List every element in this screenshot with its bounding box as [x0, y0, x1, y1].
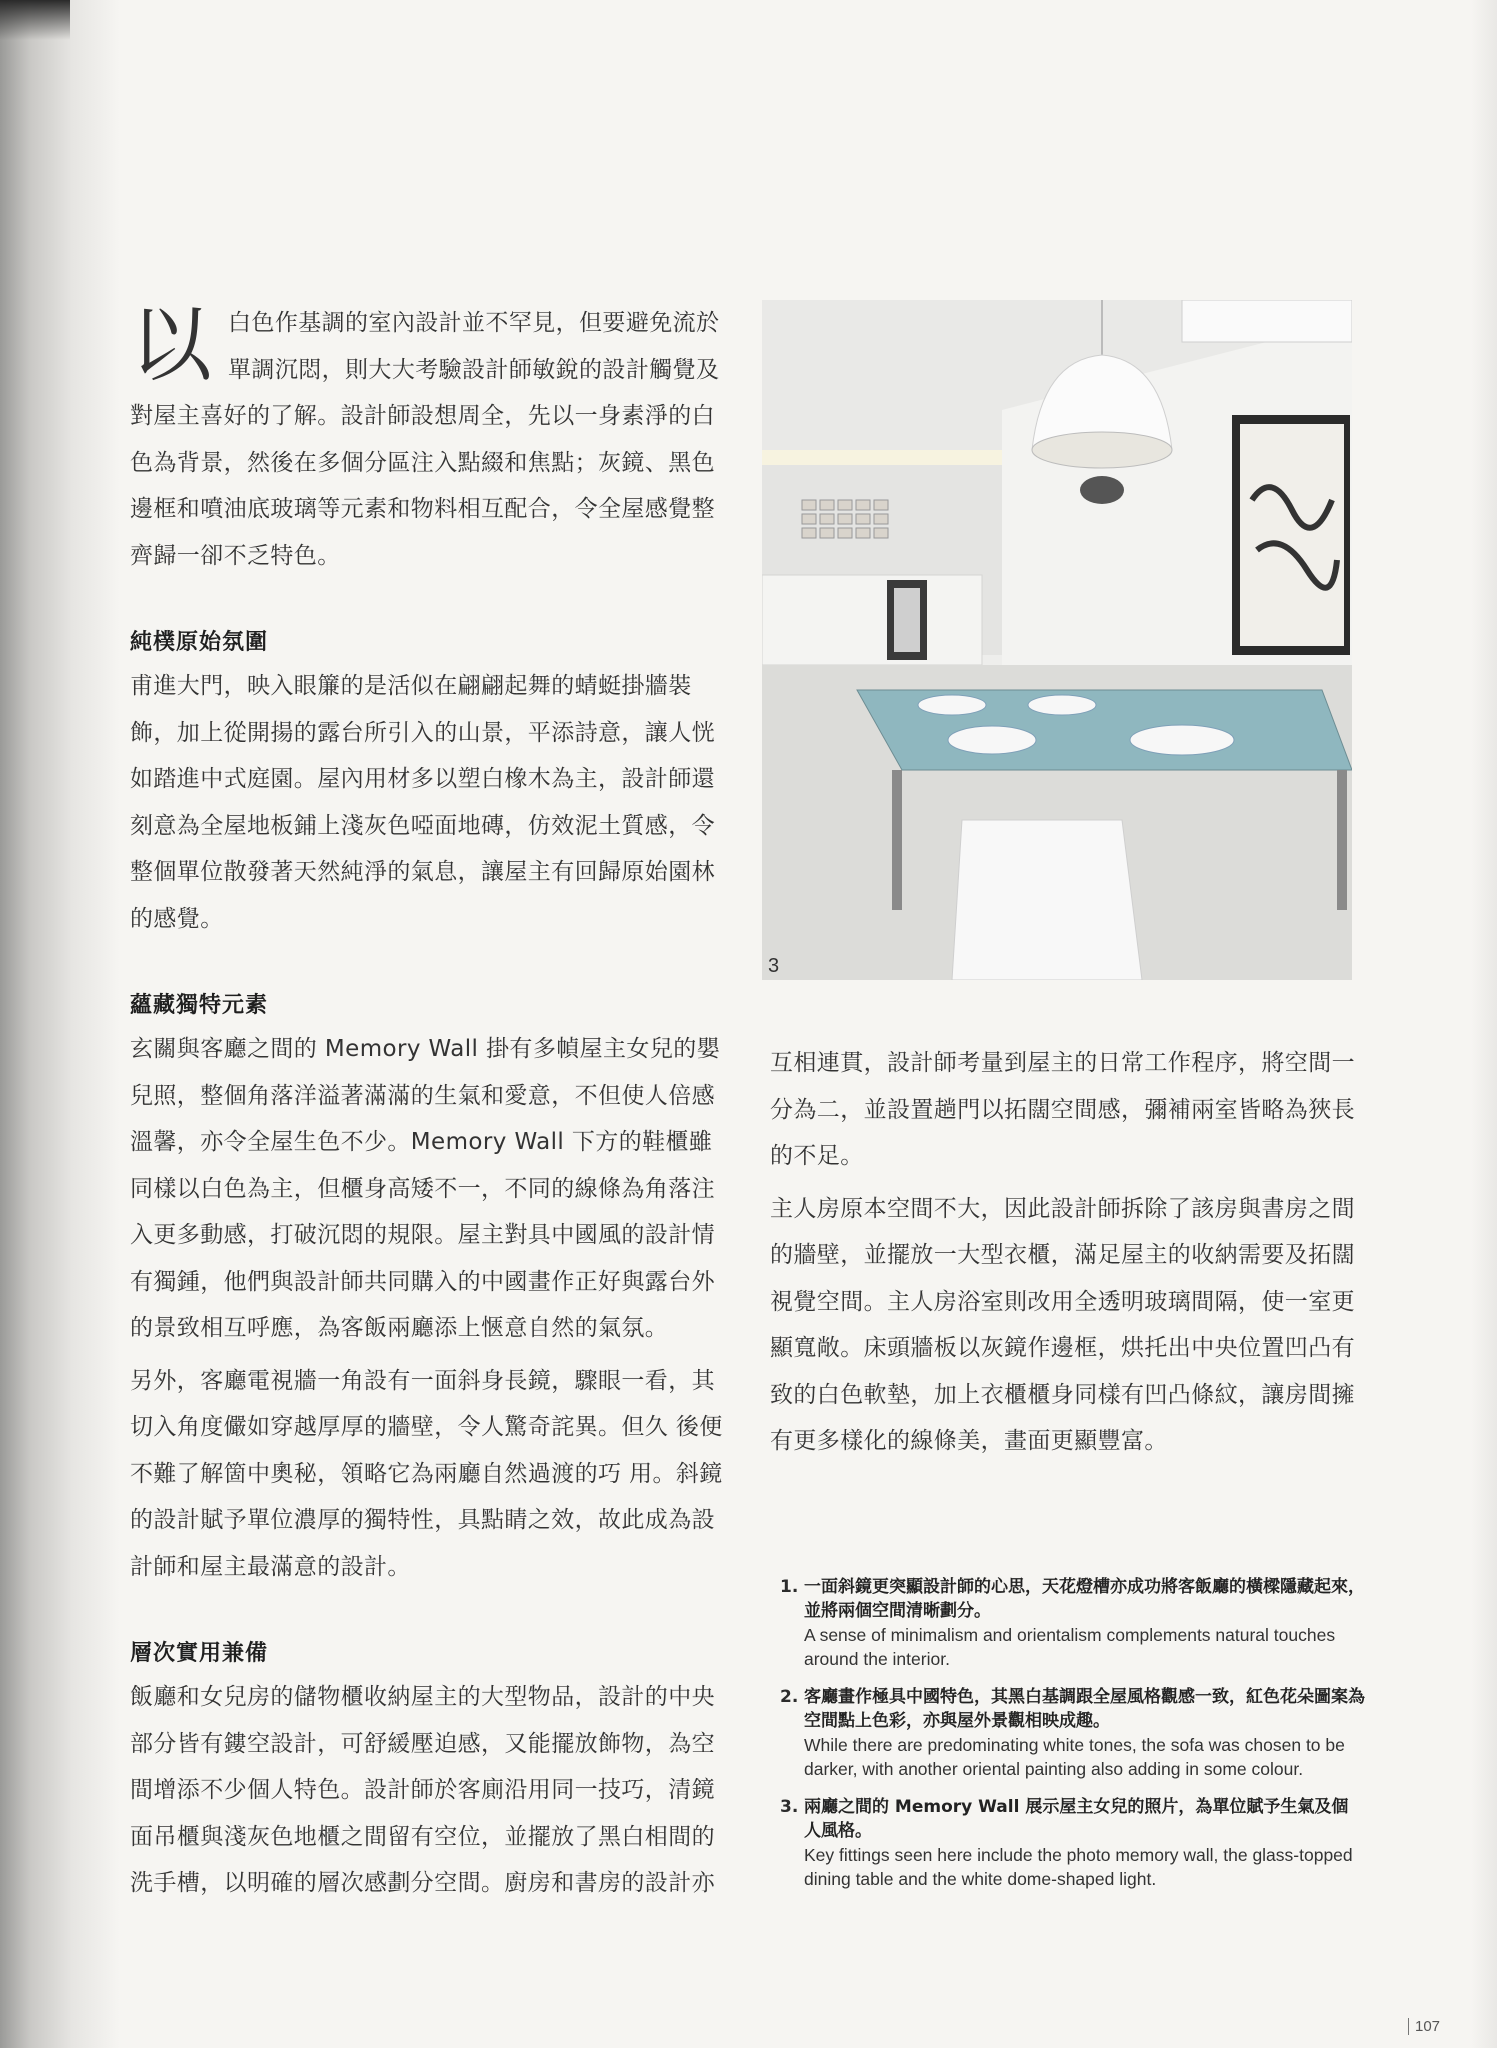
right-column: [770, 1040, 1370, 1471]
section-2: [130, 986, 730, 1590]
continued-paragraph: 互相連貫，設計師考量到屋主的日常工作程序，將空間一分為二，並設置趟門以拓闊空間感，彌補兩室皆略為狹長的不足。: [770, 1050, 1355, 1169]
caption-english: A sense of minimalism and orientalism complements natural touches around the interior.: [804, 1625, 1336, 1669]
caption-number: 3.: [780, 1797, 799, 1817]
caption-item: [780, 1795, 1365, 1891]
caption-item: [780, 1575, 1365, 1671]
photo-captions: [780, 1575, 1365, 1905]
section-paragraph: 甫進大門，映入眼簾的是活似在翩翩起舞的蜻蜓掛牆裝飾，加上從開揚的露台所引入的山景，平添詩意，讓人恍如踏進中式庭園。屋內用材多以塑白橡木為主，設計師還刻意為全屋地板鋪上淺灰色啞面地磚，仿效泥土質感，令整個單位散發著天然純淨的氣息，讓屋主有回歸原始園林的感覺。: [130, 673, 715, 932]
photo-number: 3: [768, 955, 780, 977]
page-corner-shadow: [0, 0, 70, 40]
master-bedroom-paragraph: 主人房原本空間不大，因此設計師拆除了該房與書房之間的牆壁，並擺放一大型衣櫃，滿足屋主的收納需要及拓闊視覺空間。主人房浴室則改用全透明玻璃間隔，使一室更顯寬敞。床頭牆板以灰鏡作邊框，烘托出中央位置凹凸有致的白色軟墊，加上衣櫃櫃身同樣有凹凸條紋，讓房間擁有更多樣化的線條美，畫面更顯豐富。: [770, 1195, 1355, 1454]
section-3: [130, 1634, 730, 1907]
drop-cap: 以: [130, 298, 215, 393]
caption-chinese: 客廳畫作極具中國特色，其黑白基調跟全屋風格觀感一致，紅色花朵圖案為空間點上色彩，亦與屋外景觀相映成趣。: [804, 1687, 1365, 1731]
book-spine-shadow: [0, 0, 120, 2048]
dining-room-photo: [762, 300, 1352, 980]
section-paragraph: 另外，客廳電視牆一角設有一面斜身長鏡，驟眼一看，其切入角度儼如穿越厚厚的牆壁，令人驚奇詫異。但久 後便不難了解箇中奧秘，領略它為兩廳自然過渡的巧 用。斜鏡的設計賦予單位濃厚的獨特性，具點睛之效，故此成為設計師和屋主最滿意的設計。: [130, 1367, 723, 1580]
section-paragraph: 飯廳和女兒房的儲物櫃收納屋主的大型物品，設計的中央部分皆有鏤空設計，可舒緩壓迫感，又能擺放飾物，為空間增添不少個人特色。設計師於客廁沿用同一技巧，清鏡面吊櫃與淺灰色地櫃之間留有空位，並擺放了黑白相間的洗手槽，以明確的層次感劃分空間。廚房和書房的設計亦: [130, 1684, 715, 1896]
caption-english: Key fittings seen here include the photo memory wall, the glass-topped dining table and the white dome-shaped light.: [804, 1845, 1353, 1889]
intro-text: 白色作基調的室內設計並不罕見，但要避免流於單調沉悶，則大大考驗設計師敏銳的設計觸覺及對屋主喜好的了解。設計師設想周全，先以一身素淨的白色為背景，然後在多個分區注入點綴和焦點；灰鏡、黑色邊框和噴油底玻璃等元素和物料相互配合，令全屋感覺整齊歸一卻不乏特色。: [130, 310, 720, 569]
dining-room-illustration: [762, 300, 1352, 980]
caption-item: [780, 1685, 1365, 1781]
caption-number: 1.: [780, 1577, 799, 1597]
caption-chinese: 兩廳之間的 Memory Wall 展示屋主女兒的照片，為單位賦予生氣及個人風格。: [804, 1797, 1349, 1841]
page-number: 107: [1408, 2018, 1440, 2035]
caption-english: While there are predominating white tones, the sofa was chosen to be darker, with another oriental painting also adding in some colour.: [804, 1735, 1345, 1779]
caption-chinese: 一面斜鏡更突顯設計師的心思，天花燈槽亦成功將客飯廳的橫樑隱藏起來，並將兩個空間清晰劃分。: [804, 1577, 1365, 1621]
page-edge: [1471, 0, 1497, 2048]
memory-wall: [802, 500, 888, 538]
left-column: [130, 300, 730, 1913]
section-1: [130, 623, 730, 942]
intro-paragraph: [130, 300, 730, 579]
section-title: 層次實用兼備: [130, 1641, 269, 1666]
section-title: 純樸原始氛圍: [130, 630, 269, 655]
section-paragraph: 玄關與客廳之間的 Memory Wall 掛有多幀屋主女兒的嬰兒照，整個角落洋溢著滿滿的生氣和愛意，不但使人倍感溫馨，亦令全屋生色不少。Memory Wall 下方的鞋櫃雖同樣以白色為主，但櫃身高矮不一，不同的線條為角落注入更多動感，打破沉悶的規限。屋主對具中國風的設計情有獨鍾，他們與設計師共同購入的中國畫作正好與露台外的景致相互呼應，為客飯兩廳添上愜意自然的氣氛。: [130, 1036, 721, 1341]
caption-number: 2.: [780, 1687, 799, 1707]
section-title: 蘊藏獨特元素: [130, 993, 269, 1018]
